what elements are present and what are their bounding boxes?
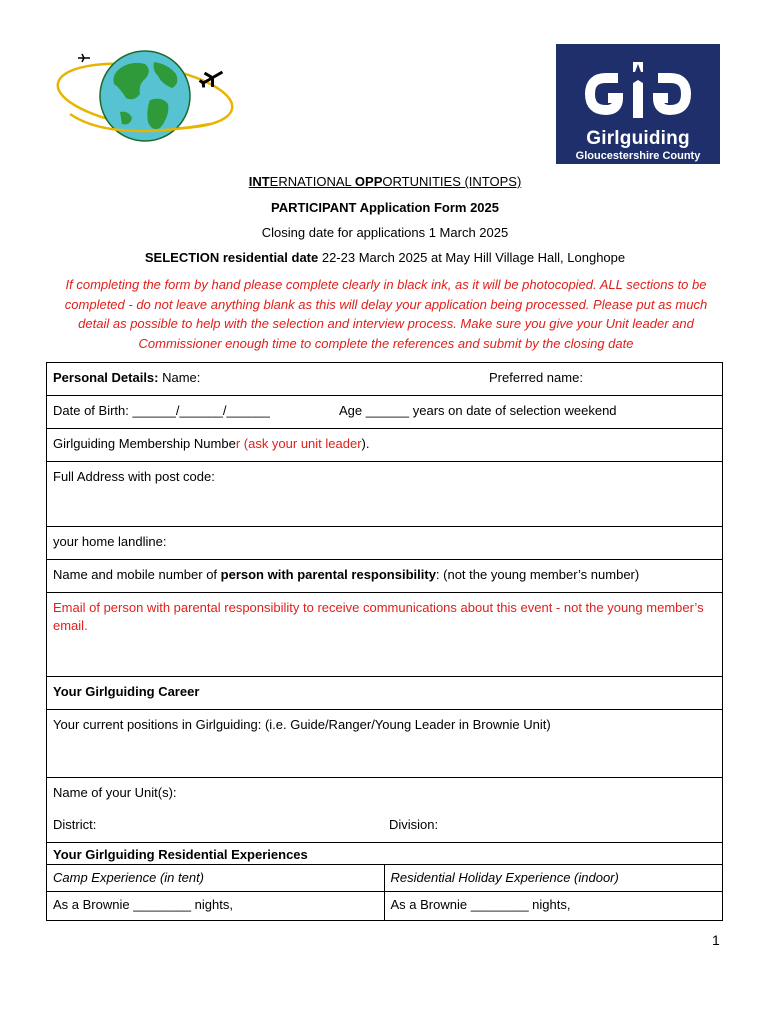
girlguiding-county: Gloucestershire County — [575, 150, 701, 162]
camp-brownie-nights[interactable]: As a Brownie ________ nights, — [47, 892, 385, 920]
airplane-icon — [198, 65, 227, 91]
personal-details-row[interactable] — [47, 363, 722, 396]
personal-details-label: Personal Details: — [53, 370, 159, 385]
title-part-opp: OPP — [354, 174, 383, 189]
small-airplane-icon — [78, 54, 90, 62]
division-label: Division: — [389, 817, 439, 832]
girlguiding-name: Girlguiding — [586, 128, 690, 149]
closing-date: Closing date for applications 1 March 2025 — [261, 225, 509, 240]
trefoil-icon — [584, 58, 692, 122]
title-part-ernational: ERNATIONAL — [269, 174, 355, 189]
application-form — [46, 362, 723, 921]
form-subtitle: PARTICIPANT Application Form 2025 — [270, 200, 499, 215]
address-row[interactable] — [47, 462, 722, 527]
holiday-brownie-nights[interactable]: As a Brownie ________ nights, — [390, 897, 571, 912]
membership-end: ). — [361, 436, 370, 451]
career-heading: Your Girlguiding Career — [47, 677, 722, 710]
name-label: Name: — [158, 370, 201, 385]
parent-email-label: Email of person with parental responsibility to receive communications about this event - not the young member’s email. — [53, 600, 704, 633]
selection-date-value: 22-23 March 2025 at May Hill Village Hall, Longhope — [318, 250, 626, 265]
landline-label: your home landline: — [53, 534, 167, 549]
parent-suffix: : (not the young member’s number) — [435, 567, 640, 582]
holiday-heading: Residential Holiday Experience (indoor) — [390, 870, 619, 885]
parent-prefix: Name and mobile number of — [53, 567, 221, 582]
page-number: 1 — [712, 932, 720, 948]
title-part-int: INT — [248, 174, 270, 189]
selection-date — [0, 250, 770, 265]
membership-row[interactable] — [47, 429, 722, 462]
unit-label: Name of your Unit(s): — [53, 785, 177, 800]
residential-heading: Your Girlguiding Residential Experiences — [47, 843, 722, 865]
camp-heading: Camp Experience (in tent) — [47, 865, 385, 891]
brownie-nights-row[interactable] — [47, 892, 722, 920]
unit-row[interactable] — [47, 778, 722, 843]
residential-headings-row — [47, 865, 722, 892]
globe-logo — [50, 40, 240, 150]
district-label: District: — [53, 817, 97, 832]
address-label: Full Address with post code: — [53, 469, 215, 484]
dob-label: Date of Birth: ______/______/______ — [53, 403, 270, 418]
instructions: If completing the form by hand please complete clearly in black ink, as it will be photocopied. ALL sections to be completed - do not leave anything blank as this will delay your application being processed. Please put as much detail as possible to help with the selection and interview process. Make sure you give your Unit leader and Commissioner enough time to complete the references and submit by the closing date — [64, 277, 708, 351]
dob-row[interactable] — [47, 396, 722, 429]
landline-row[interactable] — [47, 527, 722, 560]
preferred-name-label: Preferred name: — [489, 370, 583, 385]
parent-bold: person with parental responsibility — [220, 567, 436, 582]
form-title-line — [0, 174, 770, 189]
parent-email-row[interactable] — [47, 593, 722, 677]
membership-note: r (ask your unit leader — [235, 436, 362, 451]
selection-date-label: SELECTION residential date — [144, 250, 319, 265]
age-label: Age ______ years on date of selection weekend — [339, 403, 617, 418]
globe-icon — [50, 40, 240, 150]
positions-row[interactable] — [47, 710, 722, 778]
membership-label: Girlguiding Membership Numbe — [53, 436, 236, 451]
positions-label: Your current positions in Girlguiding: (i.e. Guide/Ranger/Young Leader in Brownie Unit) — [53, 717, 551, 732]
girlguiding-logo — [556, 44, 720, 164]
title-part-ortunities: ORTUNITIES (INTOPS) — [382, 174, 522, 189]
parent-contact-row[interactable] — [47, 560, 722, 593]
